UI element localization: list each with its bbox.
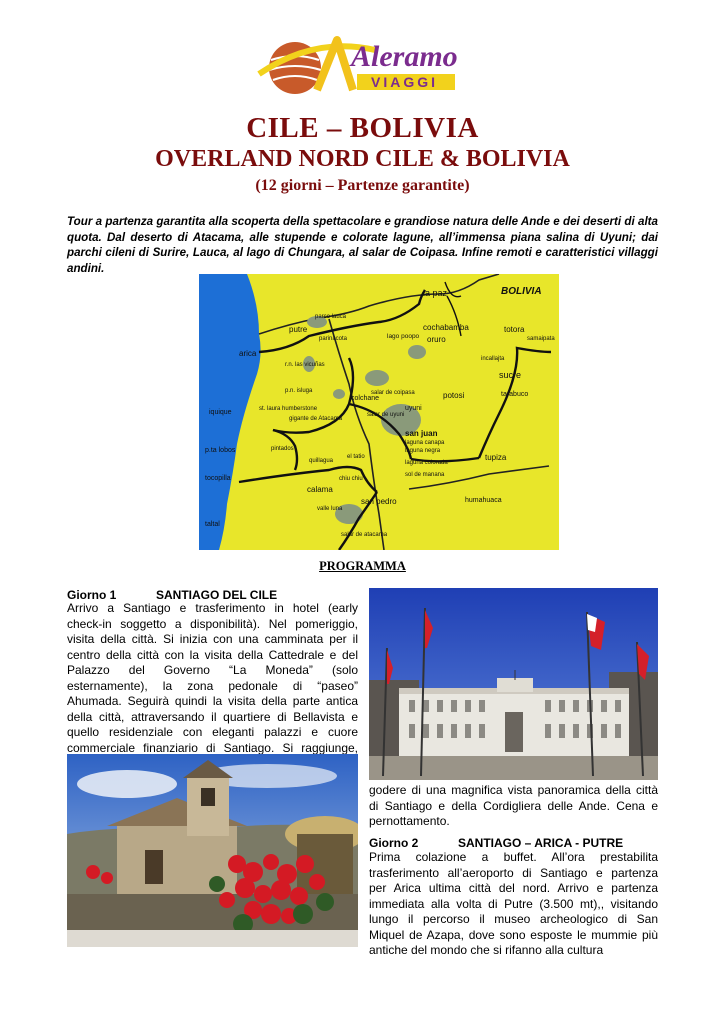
svg-text:potosi: potosi (443, 391, 465, 400)
day1-line: godere di una magnifica vista panoramica della città (369, 783, 658, 797)
day1-line: visita della città. Si inizia con una camminata per il (67, 632, 358, 646)
svg-text:tupiza: tupiza (485, 453, 507, 462)
day1-line: quello residenziale con eleganti palazzi e cuore (67, 725, 358, 739)
svg-text:pintados: pintados (271, 446, 294, 452)
svg-text:colchane: colchane (351, 395, 380, 402)
aleramo-viaggi-logo (255, 30, 465, 100)
day2-line: per Arica ultima città del nord. Arrivo e partenza (369, 881, 658, 895)
section-heading-programma: PROGRAMMA (319, 559, 406, 573)
svg-text:sol de manana: sol de manana (405, 472, 445, 478)
day1-line: Ahumada. Seguirà quindi la visita della parte antica (67, 694, 358, 708)
svg-text:san pedro: san pedro (361, 497, 397, 506)
day2-line: immediata alla volta di Putre (3.500 mt),, visitando (369, 896, 658, 911)
day2-line: trasferimento all’aeroporto di Santiago e partenza (369, 865, 658, 880)
day2-line: Miquel de Azapa, dove sono esposte le mummie più (369, 927, 658, 942)
svg-text:parco lauca: parco lauca (315, 314, 347, 320)
day2-line: antiche del mondo che si rifanno alla cultura (369, 943, 604, 957)
day1-title: SANTIAGO DEL CILE (156, 588, 278, 602)
svg-text:putre: putre (289, 325, 308, 334)
svg-text:totora: totora (504, 325, 525, 334)
route-map (199, 274, 559, 550)
day1-line: centro della città con la visita della Cattedrale e del (67, 647, 358, 662)
page-title: CILE – BOLIVIA (246, 112, 479, 144)
svg-text:samaipata: samaipata (527, 336, 555, 342)
svg-text:laguna canapa: laguna canapa (405, 440, 445, 446)
day1-line: Arrivo a Santiago e trasferimento in hotel (early (67, 601, 358, 615)
day1-heading (67, 588, 277, 602)
svg-text:tarabuco: tarabuco (501, 391, 529, 398)
day2-label: Giorno 2 (369, 836, 419, 850)
svg-text:p.ta lobos: p.ta lobos (205, 447, 236, 454)
svg-text:parinacota: parinacota (319, 336, 348, 342)
svg-text:salar de atacama: salar de atacama (341, 532, 388, 538)
day2-line: lungo il percorso il museo archeologico di San (369, 912, 658, 926)
svg-text:salar de uyuni: salar de uyuni (367, 412, 405, 418)
day1-line: di Santiago e della Cordigliera delle Ande. Cena e (369, 798, 658, 813)
day1-line: check-in soggetto a disponibilità). Nel pomeriggio, (67, 616, 358, 631)
svg-text:iquique: iquique (209, 409, 232, 416)
svg-text:gigante de Atacama: gigante de Atacama (289, 416, 343, 422)
svg-text:calama: calama (307, 485, 333, 494)
svg-text:cochabamba: cochabamba (423, 323, 469, 332)
day1-text (67, 601, 358, 772)
svg-text:chiu chiu: chiu chiu (339, 476, 363, 482)
svg-text:valle luna: valle luna (317, 506, 343, 512)
day1-line: pernottamento. (369, 814, 450, 828)
svg-text:sucre: sucre (499, 370, 522, 380)
intro-paragraph: Tour a partenza garantita alla scoperta della spettacolare e grandiose natura delle Ande e dei deserti di alta quota. Dal deserto di Atacama, alle stupende e colorate lagune, all’immensa piana salina di Uyuni; dai parchi cileni di Surire, Lauca, al lago di Chungara, al salar de Coipasa. Infine remoti e caratteristici villaggi andini. (67, 215, 658, 275)
svg-text:humahuaca: humahuaca (465, 497, 502, 504)
svg-text:incallajta: incallajta (481, 356, 505, 362)
svg-text:san juan: san juan (405, 429, 438, 438)
svg-text:taltal: taltal (205, 521, 220, 528)
svg-text:quillagua: quillagua (309, 458, 334, 464)
day1-line: Palazzo del Governo “La Moneda” (solo (67, 663, 358, 677)
day2-title: SANTIAGO – ARICA - PUTRE (458, 836, 624, 850)
page-subtitle-duration: (12 giorni – Partenze garantite) (255, 177, 470, 194)
svg-text:BOLIVIA: BOLIVIA (501, 286, 542, 297)
svg-text:p.n. isluga: p.n. isluga (285, 388, 313, 394)
day1-line: esternamente), la zona pedonale di “paseo” (67, 678, 358, 693)
day1-line: commerciale finanziario di Santiago. Si raggiunge, (67, 740, 358, 755)
svg-text:VIAGGI: VIAGGI (371, 74, 439, 90)
svg-text:r.n. las vicuñas: r.n. las vicuñas (285, 362, 325, 368)
page-subtitle: OVERLAND NORD CILE & BOLIVIA (155, 146, 570, 172)
svg-text:el tatio: el tatio (347, 454, 365, 460)
svg-text:oruro: oruro (427, 335, 446, 344)
svg-text:salar de coipasa: salar de coipasa (371, 390, 415, 396)
day1-label: Giorno 1 (67, 588, 117, 602)
svg-text:tocopilla: tocopilla (205, 475, 231, 482)
svg-text:Aleramo: Aleramo (351, 40, 458, 73)
photo-la-moneda (369, 588, 658, 780)
svg-text:st. laura humberstone: st. laura humberstone (259, 406, 318, 412)
day1-text-continued (369, 783, 658, 830)
day2-line: Prima colazione a buffet. All’ora prestabilita (369, 850, 658, 864)
svg-text:uyuni: uyuni (405, 405, 422, 412)
day1-line: della città, attraversando il quartiere di Bellavista e (67, 709, 358, 724)
svg-text:laguna negra: laguna negra (405, 448, 441, 454)
photo-andean-church (67, 754, 358, 947)
svg-text:lago poopo: lago poopo (387, 333, 420, 340)
day2-text (369, 850, 658, 959)
day2-heading (369, 836, 623, 850)
svg-text:arica: arica (239, 349, 257, 358)
svg-text:la paz: la paz (423, 288, 448, 298)
svg-text:laguna colorada: laguna colorada (405, 460, 448, 466)
